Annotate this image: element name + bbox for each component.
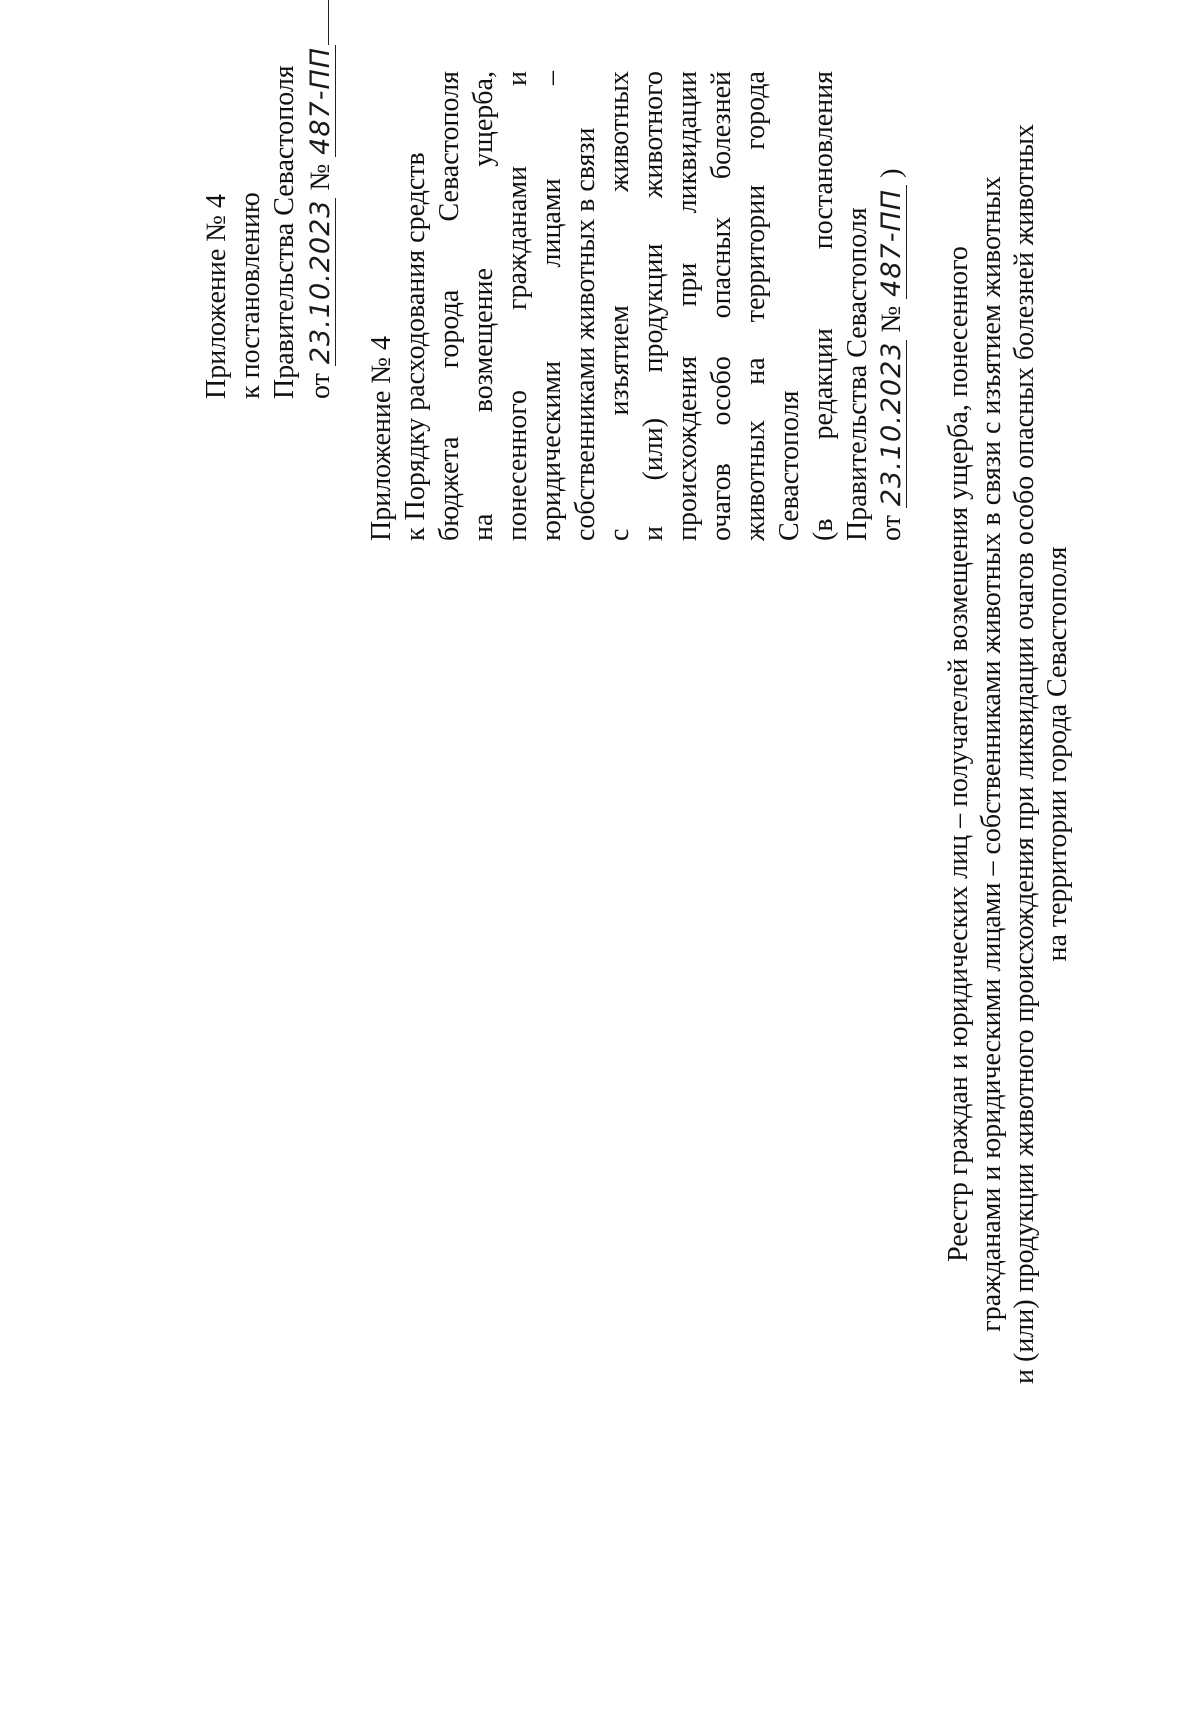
annex-word: при <box>672 262 703 307</box>
annex-word: и <box>638 526 669 541</box>
closing-parenthesis: ) <box>876 168 907 178</box>
annex-line <box>501 71 535 541</box>
annex-word: на <box>740 357 771 385</box>
annex-word: гражданами <box>502 165 533 310</box>
annex-word: болезней <box>706 71 737 180</box>
annex-word: животного <box>638 71 669 199</box>
annex-word: животных <box>604 71 635 193</box>
annex-word: особо <box>706 356 737 426</box>
annex-word: опасных <box>706 216 737 319</box>
annex-word: Правительства Севастополя <box>842 207 873 541</box>
annex-word: ущерба, <box>468 71 499 167</box>
annex-word: – <box>536 71 567 86</box>
annex-line <box>569 71 603 541</box>
appendix-header-line2: к постановлению <box>235 192 266 399</box>
annex-number-sign: № <box>876 305 907 333</box>
registry-title-line1: Реестр граждан и юридических лиц – получателей возмещения ущерба, понесенного <box>943 246 974 1262</box>
annex-line <box>535 71 569 541</box>
annex-word: (в <box>808 518 839 541</box>
annex-word: территории <box>740 184 771 323</box>
annex-heading: Приложение № 4 <box>366 336 397 541</box>
annex-word: понесенного <box>502 389 533 541</box>
number-sign: № <box>305 163 336 191</box>
annex-block <box>365 71 909 541</box>
annex-line <box>739 71 773 541</box>
annex-line <box>773 71 807 541</box>
annex-word: очагов <box>706 463 737 541</box>
appendix-header <box>200 0 336 399</box>
registry-title <box>942 89 1074 1419</box>
annex-word: лицами <box>536 178 567 268</box>
annex-word: происхождения <box>672 355 703 541</box>
annex-word: редакции <box>808 328 839 440</box>
annex-word: Севастополя <box>434 71 465 222</box>
annex-line <box>671 71 705 541</box>
handwritten-date: 23.10.2023 <box>305 199 336 365</box>
annex-text <box>399 71 875 541</box>
annex-word: Севастополя <box>774 390 805 541</box>
annex-line <box>467 71 501 541</box>
annex-line <box>637 71 671 541</box>
annex-word: возмещение <box>468 268 499 413</box>
annex-date-prefix: от <box>876 515 907 541</box>
registry-title-line3: и (или) продукции животного происхождения при ликвидации очагов особо опасных болезней животных <box>1009 124 1040 1384</box>
annex-word: ликвидации <box>672 71 703 214</box>
annex-word: изъятием <box>604 305 635 416</box>
annex-line <box>399 71 433 541</box>
annex-word: постановления <box>808 71 839 250</box>
annex-word: на <box>468 513 499 541</box>
registry-title-line2: гражданами и юридическими лицами – собственниками животных в связи с изъятием животных <box>976 176 1007 1332</box>
annex-line <box>433 71 467 541</box>
handwritten-number: 487-ПП <box>305 46 336 155</box>
appendix-header-date-line <box>302 0 336 399</box>
annex-word: и <box>502 71 533 86</box>
annex-word: города <box>740 71 771 150</box>
annex-word: животных <box>740 419 771 541</box>
date-prefix: от <box>305 373 336 399</box>
annex-word: собственниками животных в связи <box>570 127 601 541</box>
annex-line <box>603 71 637 541</box>
annex-word: к Порядку расходования средств <box>400 152 431 541</box>
annex-handwritten-number: 487-ПП <box>878 185 907 299</box>
annex-line <box>705 71 739 541</box>
registry-title-line4: на территории города Севастополя <box>1042 546 1073 962</box>
annex-word: (или) <box>638 417 669 481</box>
appendix-header-line1: Приложение № 4 <box>201 194 232 399</box>
annex-word: города <box>434 289 465 369</box>
signature-line <box>302 0 329 45</box>
annex-word: бюджета <box>434 436 465 541</box>
annex-word: продукции <box>638 243 669 373</box>
annex-word: юридическими <box>536 360 567 541</box>
annex-date-line <box>875 71 909 541</box>
appendix-header-line3: Правительства Севастополя <box>269 65 300 399</box>
annex-line <box>841 71 875 541</box>
annex-word: с <box>604 528 635 541</box>
annex-handwritten-date: 23.10.2023 <box>876 341 907 507</box>
annex-line <box>807 71 841 541</box>
